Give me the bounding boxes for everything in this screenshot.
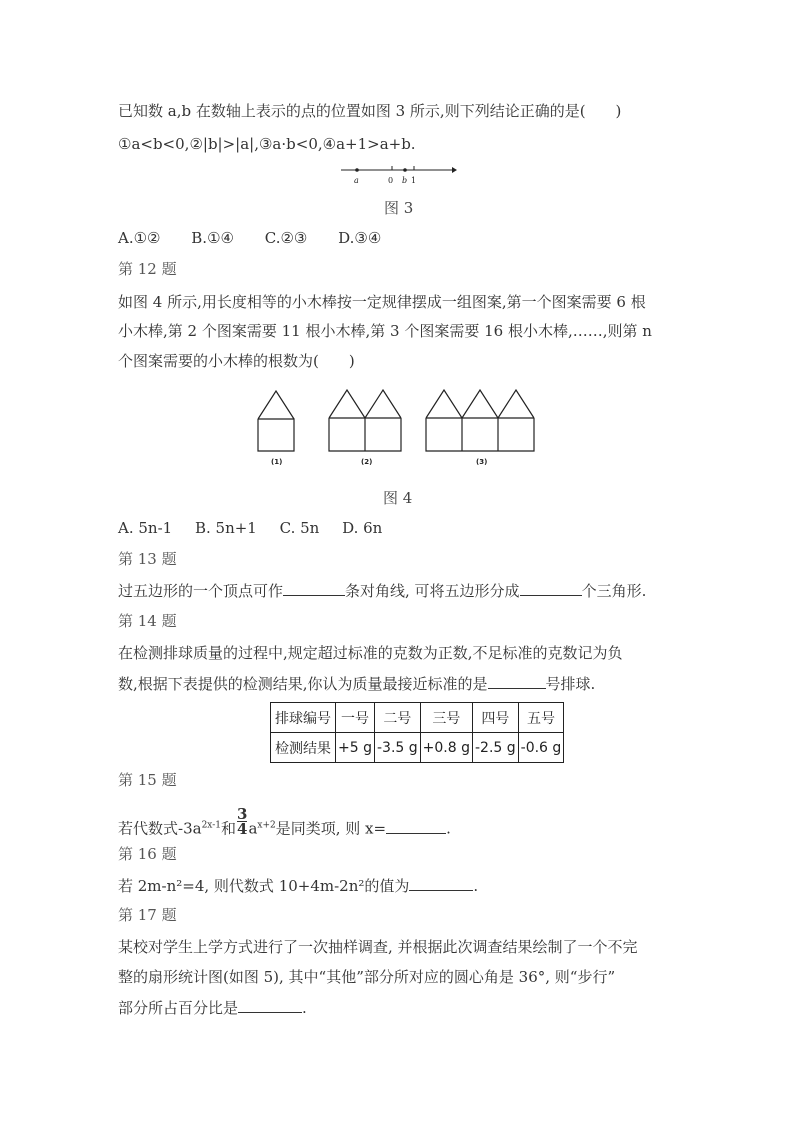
table-cell: -3.5 g bbox=[374, 733, 420, 763]
table-row-results bbox=[271, 733, 564, 763]
number-line-figure bbox=[338, 162, 458, 186]
q16-header: 第 16 题 bbox=[118, 845, 177, 863]
q17-line-2: 整的扇形统计图(如图 5), 其中“其他”部分所对应的圆心角是 36°, 则“步行” bbox=[118, 968, 616, 986]
q13-header: 第 13 题 bbox=[118, 550, 177, 568]
pattern-2-label: (2) bbox=[361, 458, 373, 466]
table-cell: 排球编号 bbox=[271, 703, 336, 733]
q14-header: 第 14 题 bbox=[118, 612, 177, 630]
q11-option-b: B.①④ bbox=[191, 229, 234, 247]
q15-blank[interactable] bbox=[386, 819, 446, 834]
table-cell: 一号 bbox=[336, 703, 375, 733]
q17-line-1: 某校对学生上学方式进行了一次抽样调查, 并根据此次调查结果绘制了一个不完 bbox=[118, 938, 638, 956]
figure-4-caption: 图 4 bbox=[383, 489, 413, 507]
q11-statements: ①a<b<0,②|b|>|a|,③a·b<0,④a+1>a+b. bbox=[118, 135, 416, 153]
q15-header: 第 15 题 bbox=[118, 771, 177, 789]
q15-text: 若代数式$-3a^{2x-1}$和 $\frac{3}{4}$ $a^{x+2}$是同类项, 则 x= . bbox=[118, 805, 451, 838]
pattern-1-label: (1) bbox=[271, 458, 283, 466]
table-cell: -2.5 g bbox=[472, 733, 518, 763]
pattern-1-shape bbox=[258, 391, 294, 451]
q12-line-3: 个图案需要的小木棒的根数为( ) bbox=[118, 352, 355, 370]
stick-pattern-figure bbox=[250, 388, 550, 470]
number-line-label-b: b bbox=[402, 176, 408, 185]
table-cell: -0.6 g bbox=[518, 733, 564, 763]
number-line-label-a: a bbox=[354, 176, 359, 185]
q12-option-d: D. 6n bbox=[342, 519, 383, 537]
table-row-ids bbox=[271, 703, 564, 733]
pattern-3-label: (3) bbox=[476, 458, 488, 466]
pattern-3-shape bbox=[426, 390, 534, 451]
pattern-2-shape bbox=[329, 390, 401, 451]
q11-option-d: D.③④ bbox=[338, 229, 382, 247]
table-cell: 五号 bbox=[518, 703, 564, 733]
q12-header: 第 12 题 bbox=[118, 260, 177, 278]
table-cell: +5 g bbox=[336, 733, 375, 763]
q17-blank[interactable] bbox=[238, 998, 302, 1013]
number-line-label-1: 1 bbox=[411, 176, 417, 185]
q14-blank[interactable] bbox=[488, 674, 546, 689]
table-cell: 二号 bbox=[374, 703, 420, 733]
q16-text: 若 2m-n²=4, 则代数式 10+4m-2n²的值为 . bbox=[118, 877, 479, 895]
figure-3-caption: 图 3 bbox=[384, 199, 414, 217]
q12-option-c: C. 5n bbox=[279, 519, 320, 537]
q12-option-b: B. 5n+1 bbox=[194, 519, 257, 537]
q14-line-1: 在检测排球质量的过程中,规定超过标准的克数为正数,不足标准的克数记为负 bbox=[118, 644, 623, 662]
q12-line-1: 如图 4 所示,用长度相等的小木棒按一定规律摆成一组图案,第一个图案需要 6 根 bbox=[118, 293, 646, 311]
table-cell: +0.8 g bbox=[420, 733, 472, 763]
q11-options bbox=[118, 228, 407, 248]
number-line-label-0: 0 bbox=[388, 176, 394, 185]
q14-line-2: 数,根据下表提供的检测结果,你认为质量最接近标准的是 号排球. bbox=[118, 675, 596, 693]
table-cell: 三号 bbox=[420, 703, 472, 733]
q13-text: 过五边形的一个顶点可作 条对角线, 可将五边形分成 个三角形. bbox=[118, 582, 647, 600]
q13-blank-2[interactable] bbox=[520, 581, 582, 596]
fraction-three-quarters: $\frac{3}{4}$ bbox=[237, 805, 248, 838]
table-cell: 四号 bbox=[472, 703, 518, 733]
q11-option-a: A.①② bbox=[118, 229, 161, 247]
q12-line-2: 小木棒,第 2 个图案需要 11 根小木棒,第 3 个图案需要 16 根小木棒,……,则第 n bbox=[118, 322, 652, 340]
q11-question: 已知数 a,b 在数轴上表示的点的位置如图 3 所示,则下列结论正确的是( ) bbox=[118, 102, 622, 120]
q12-option-a: A. 5n-1 bbox=[118, 519, 173, 537]
volleyball-results-table bbox=[270, 702, 564, 763]
q13-blank-1[interactable] bbox=[283, 581, 345, 596]
table-cell: 检测结果 bbox=[271, 733, 336, 763]
q16-blank[interactable] bbox=[409, 876, 473, 891]
q17-line-3: 部分所占百分比是 . bbox=[118, 999, 307, 1017]
q12-options bbox=[118, 518, 400, 538]
q17-header: 第 17 题 bbox=[118, 906, 177, 924]
q11-option-c: C.②③ bbox=[264, 229, 308, 247]
